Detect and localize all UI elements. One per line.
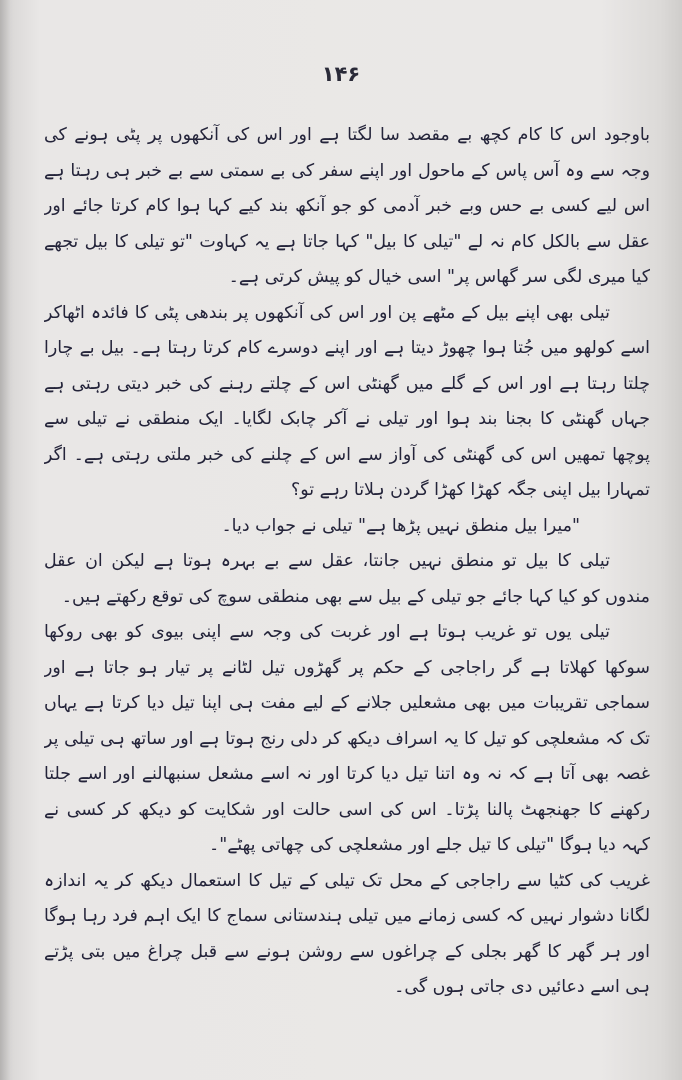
page-gutter-shadow	[0, 0, 10, 1080]
paragraph-4: تیلی کا بیل تو منطق نہیں جانتا، عقل سے بے بہرہ ہوتا ہے لیکن ان عقل مندوں کو کیا کہا جائے جو تیلی کے بیل سے بھی منطقی سوچ کی توقع رکھتے ہیں۔	[44, 551, 650, 607]
paragraph-6: غریب کی کٹیا سے راجاجی کے محل تک تیلی کے تیل کا استعمال دیکھ کر یہ اندازہ لگانا دشوار نہیں کہ کسی زمانے میں تیلی ہندستانی سماج کا ایک اہم فرد رہا ہوگا اور ہر گھر کا گھر بجلی کے چراغوں سے روشن ہونے سے قبل چراغ میں بتی پڑتے ہی اسے دعائیں دی جاتی ہوں گی۔	[44, 870, 650, 997]
paragraph-2: تیلی بھی اپنے بیل کے مٹھے پن اور اس کی آنکھوں پر بندھی پٹی کا فائدہ اٹھاکر اسے کولھو میں جُتا ہوا چھوڑ دیتا ہے اور اپنے دوسرے کام کرتا رہتا ہے۔ بیل بے چارا چلتا رہتا ہے اور اس کے گلے میں گھنٹی اس کے چلتے رہنے کی خبر دیتی رہتی ہے جہاں گھنٹی کا بجنا بند ہوا اور تیلی نے آکر چابک لگایا۔ ایک منطقی نے تیلی سے پوچھا تمھیں اس کی گھنٹی کی آواز سے اس کے چلنے کی خبر ملتی رہتی ہے۔ اگر تمہارا بیل اپنی جگہ کھڑا کھڑا گردن ہلاتا رہے تو؟	[44, 302, 650, 500]
paragraph-1: باوجود اس کا کام کچھ بے مقصد سا لگتا ہے اور اس کی آنکھوں پر پٹی ہونے کی وجہ سے وہ آس پاس کے ماحول اور اپنے سفر کی بے سمتی سے بے خبر ہی رہتا ہے اس لیے کسی بے حس وبے خبر آدمی کو جو آنکھ بند کیے کہا ہوا کام کرتا جائے اور عقل سے بالکل کام نہ لے "تیلی کا بیل" کہا جاتا ہے یہ کہاوت "تو تیلی کا بیل تجھے کیا میری لگی سر گھاس پر" اسی خیال کو پیش کرتی ہے۔	[44, 125, 650, 287]
body-text	[44, 118, 650, 1058]
paragraph-5: تیلی یوں تو غریب ہوتا ہے اور غربت کی وجہ سے اپنی بیوی کو بھی روکھا سوکھا کھلاتا ہے گر راجاجی کے حکم پر گھڑوں تیل لٹانے پر تیار ہو جاتا ہے اور سماجی تقریبات میں بھی مشعلیں جلانے کے لیے مفت ہی اپنا تیل دیا کرتا ہے یہاں تک کہ مشعلچی کو تیل کا یہ اسراف دیکھ کر دلی رنج ہوتا ہے اور ساتھ ہی تیلی پر غصہ بھی آتا ہے کہ نہ وہ اتنا تیل دیا کرتا اور نہ اسے مشعل سنبھالنے اور اسے جلتا رکھنے کا جھنجھٹ پالنا پڑتا۔ اس کی اسی حالت اور شکایت کو دیکھ کر کسی نے کہہ دیا ہوگا "تیلی کا تیل جلے اور مشعلچی کی چھاتی پھٹے"۔	[44, 622, 650, 855]
paragraph-3-quote: "میرا بیل منطق نہیں پڑھا ہے" تیلی نے جواب دیا۔	[221, 515, 580, 536]
page-number: ۱۴۶	[321, 62, 361, 86]
